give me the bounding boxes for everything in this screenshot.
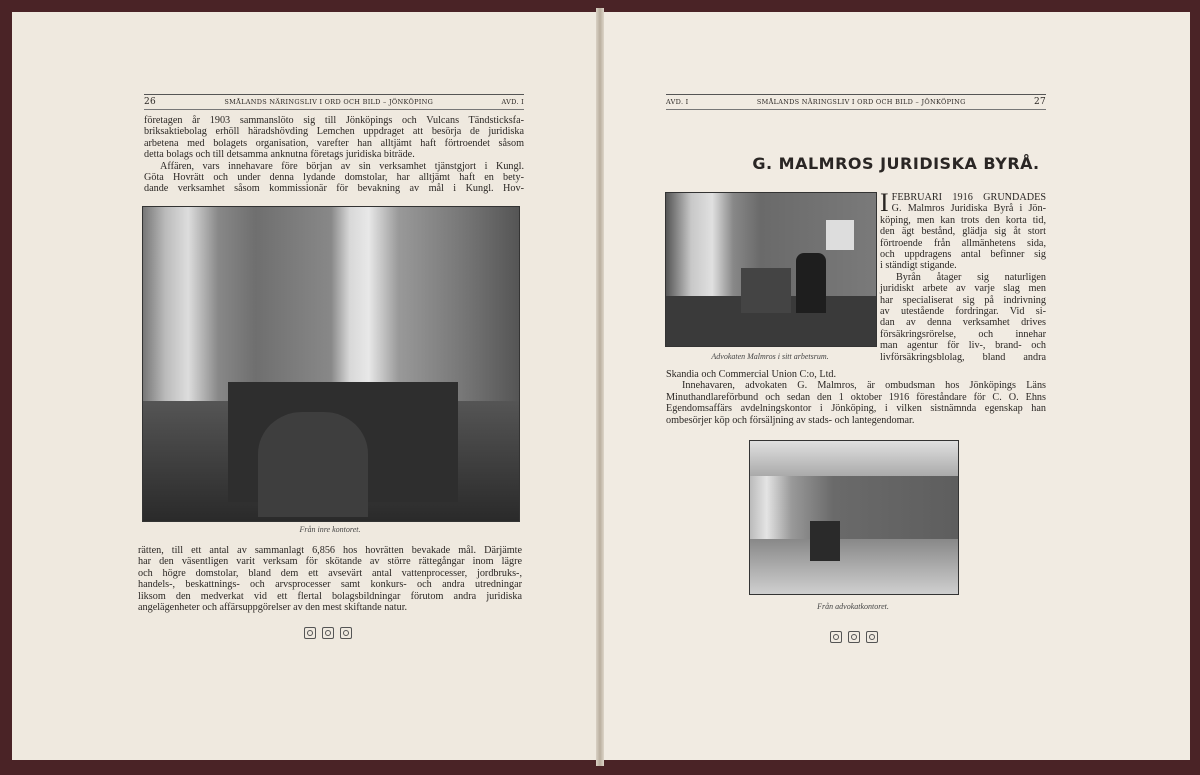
- text-line: av utestående fordringar. Vid si-: [880, 306, 1046, 318]
- text-line: företagen år 1903 sammanslöto sig till Jönköpings och Vulcans Tändsticksfa-: [144, 115, 524, 126]
- flower-ornament-icon: [848, 631, 860, 643]
- book-gutter: [596, 8, 604, 766]
- text-line: har den väsentligen varit verksam för skötande av större rättegångar inom lägre: [138, 556, 522, 568]
- text-line: liksom den medverkat vid ett flertal bolagsbildningar förutom andra juridiska: [138, 590, 522, 602]
- page-number: 27: [1033, 97, 1046, 107]
- text-line: köping, men kan trots den korta tid,: [880, 214, 1046, 226]
- text-line: Skandia och Commercial Union C:o, Ltd.: [666, 369, 837, 380]
- side-text: [880, 188, 1046, 363]
- text-line: man agentur för liv-, brand- och: [880, 340, 1046, 352]
- text-line: handels-, beskattnings- och arvsprocesser samt konkurs- och andra utredningar: [138, 579, 522, 591]
- text-line: och högre domstolar, bland dem ett avsevärt antal vattenprocesser, jordbruks-,: [138, 567, 522, 579]
- text-line: Innehavaren, advokaten G. Malmros, är ombudsman hos Jönköpings Läns: [682, 380, 1046, 392]
- running-head-left: [144, 94, 524, 110]
- photo2-caption: Från advokatkontoret.: [817, 602, 889, 611]
- section-label: AVD. I: [666, 98, 689, 106]
- text-line: dan av denna verksamhet drives: [880, 317, 1046, 329]
- text-line: Affären, vars innehavare före början av sin verksamhet tjänstgjort i Kungl.: [160, 160, 524, 172]
- flower-ornament-icon: [830, 631, 842, 643]
- text-line: Minuthandlareförbund och sedan den 1 oktober 1916 föreståndare för C. O. Ehns: [666, 391, 1046, 403]
- text-line: ombesörjer köp och försäljning av stads- och lantegendomar.: [666, 414, 915, 426]
- running-head-title: SMÅLANDS NÄRINGSLIV I ORD OCH BILD – JÖNKÖPING: [224, 98, 434, 106]
- flower-ornament-icon: [304, 627, 316, 639]
- drop-cap: I: [880, 188, 889, 217]
- full-width-text: [666, 369, 1046, 426]
- text-line: arbetena med bolagets organisation, varefter han alltjämt haft förtroendet såsom: [144, 137, 524, 149]
- flower-ornament-icon: [866, 631, 878, 643]
- text-line: FEBRUARI 1916 GRUNDADES: [891, 192, 1046, 203]
- text-line: försäkringsrörelse, och innehar: [880, 328, 1046, 340]
- text-line: Egendomsaffärs avdelningskontor i Jönköping, i vilken sistnämnda egenskap han: [666, 403, 1046, 415]
- text-line: rätten, till ett antal av sammanlagt 6,856 hos hovrätten bevakade mål. Därjämte: [138, 545, 522, 556]
- flower-ornament-icon: [340, 627, 352, 639]
- text-line: den ägt bestånd, glädja sig åt stort: [880, 226, 1046, 238]
- text-line: livförsäkringsblolag, bland andra: [880, 351, 1046, 363]
- text-line: dande verksamhet såsom kommissionär för bevakning av mål i Kungl. Hov-: [144, 183, 524, 195]
- article-title: G. MALMROS JURIDISKA BYRÅ.: [752, 154, 1040, 173]
- running-head-title: SMÅLANDS NÄRINGSLIV I ORD OCH BILD – JÖNKÖPING: [756, 98, 966, 106]
- body-text-bottom: [138, 545, 522, 613]
- body-text-top: [144, 115, 524, 195]
- page-number: 26: [144, 97, 157, 107]
- text-line: har specialiserat sig på indrivning: [880, 294, 1046, 306]
- text-line: G. Malmros Juridiska Byrå i Jön-: [891, 203, 1046, 215]
- text-line: juridiskt arbete av varje slag men: [880, 283, 1046, 295]
- ornament: [830, 631, 878, 643]
- text-line: angelägenheter och affärsuppgörelser av den mest skiftande natur.: [138, 602, 408, 614]
- photo-lawyer-office: [665, 192, 877, 347]
- photo1-caption: Advokaten Malmros i sitt arbetsrum.: [711, 352, 829, 361]
- ornament: [304, 627, 352, 639]
- text-line: och uppdragens antal befinner sig: [880, 249, 1046, 261]
- photo-inner-office: [142, 206, 520, 522]
- flower-ornament-icon: [322, 627, 334, 639]
- photo-lawyer-office-2: [749, 440, 959, 595]
- text-line: detta bolags och till detsamma anknutna företags juridiska biträde.: [144, 149, 415, 161]
- text-line: i ständigt stigande.: [880, 260, 957, 272]
- running-head-right: [666, 94, 1046, 110]
- section-label: AVD. I: [501, 98, 524, 106]
- photo-caption: Från inre kontoret.: [299, 525, 361, 534]
- text-line: briksaktiebolag erhöll häradshövding Lemchen uppdraget att besörja de juridiska: [144, 126, 524, 138]
- text-line: förtroende från allmänhetens sida,: [880, 237, 1046, 249]
- text-line: Byrån åtager sig naturligen: [896, 271, 1046, 283]
- text-line: Göta Hovrätt och under denna lydande domstolar, har alltjämt haft en bety-: [144, 172, 524, 184]
